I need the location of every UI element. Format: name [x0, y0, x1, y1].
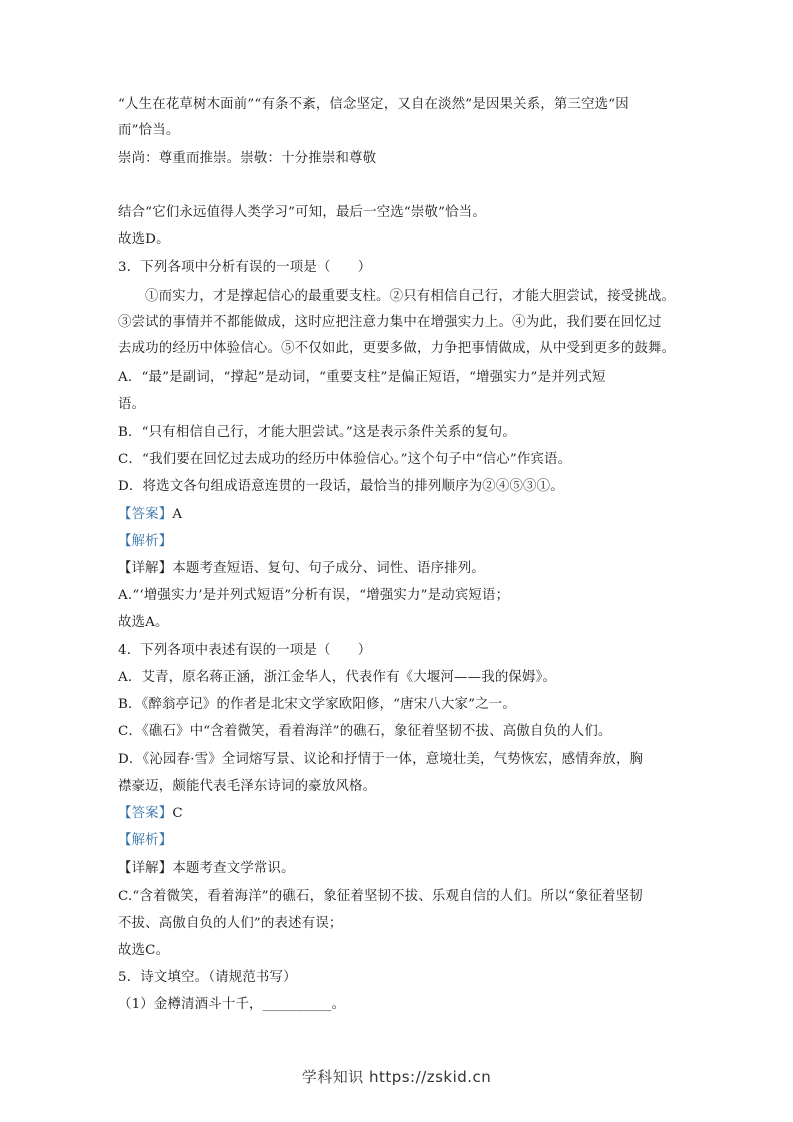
text-line: 故选C。 — [118, 943, 170, 958]
answer-line — [118, 502, 688, 528]
passage-line: 去成功的经历中体验信心。⑤不仅如此，更要多做，力争把事情做成，从中受到更多的鼓舞。 — [118, 341, 676, 356]
answer-value: C — [172, 806, 183, 821]
text-line: A.“‘增强实力’是并列式短语”分析有误，“增强实力”是动宾短语； — [118, 588, 510, 603]
option-c: C．《礁石》中“含着微笑，看着海洋”的礁石，象征着坚韧不拔、高傲自负的人们。 — [118, 724, 612, 739]
option-b: B．《醉翁亭记》的作者是北宋文学家欧阳修，“唐宋八大家”之一。 — [118, 697, 516, 712]
question-4: 4．下列各项中表述有误的一项是（ ） — [118, 643, 372, 658]
question-3: 3．下列各项中分析有误的一项是（ ） — [118, 260, 372, 275]
answer-tag: 【答案】 — [118, 806, 173, 821]
analysis-line — [118, 529, 688, 555]
text-line: 故选A。 — [118, 615, 169, 630]
analysis-line — [118, 828, 688, 854]
detail-line: 【详解】本题考查短语、复句、句子成分、词性、语序排列。 — [118, 561, 485, 576]
option-c: C．“我们要在回忆过去成功的经历中体验信心。”这个句子中“信心”作宾语。 — [118, 452, 572, 467]
answer-tag: 【答案】 — [118, 507, 173, 522]
passage-line: ①而实力，才是撑起信心的最重要支柱。②只有相信自己行，才能大胆尝试，接受挑战。 — [145, 289, 676, 304]
analysis-tag: 【解析】 — [118, 833, 173, 848]
detail-tag: 【详解】 — [118, 561, 173, 576]
question-5: 5．诗文填空。（请规范书写） — [118, 970, 297, 985]
detail-tag: 【详解】 — [118, 861, 173, 876]
text-line: 而”恰当。 — [118, 123, 180, 138]
fill-in-line: （1）金樽清酒斗十千，__________。 — [118, 997, 346, 1012]
option-a: A．艾青，原名蒋正涵，浙江金华人，代表作有《大堰河——我的保姆》。 — [118, 670, 557, 685]
option-d: D．《沁园春·雪》全词熔写景、议论和抒情于一体，意境壮美，气势恢宏，感情奔放，胸 — [118, 752, 644, 767]
text-line: 结合“它们永远值得人类学习”可知，最后一空选“崇敬”恰当。 — [118, 205, 486, 220]
text-line: “人生在花草树木面前”“有条不紊，信念坚定，又自在淡然”是因果关系，第三空选“因 — [118, 97, 629, 112]
passage-line: ③尝试的事情并不都能做成，这时应把注意力集中在增强实力上。④为此，我们要在回忆过 — [118, 315, 662, 330]
text-line: 崇尚：尊重而推崇。崇敬：十分推崇和尊敬 — [118, 151, 377, 166]
answer-value: A — [172, 507, 183, 522]
text-line: C.“含着微笑，看着海洋”的礁石，象征着坚韧不拔、乐观自信的人们。所以“象征着坚韧 — [118, 889, 643, 904]
option-a-cont: 语。 — [118, 397, 146, 412]
option-a: A．“最”是副词，“撑起”是动词，“重要支柱”是偏正短语，“增强实力”是并列式短 — [118, 370, 606, 385]
option-d-cont: 襟豪迈，颇能代表毛泽东诗词的豪放风格。 — [118, 779, 377, 794]
text-line: 故选D。 — [118, 232, 170, 247]
answer-line — [118, 801, 688, 827]
analysis-tag: 【解析】 — [118, 534, 173, 549]
option-b: B．“只有相信自己行，才能大胆尝试。”这是表示条件关系的复句。 — [118, 425, 516, 440]
option-d: D．将选文各句组成语意连贯的一段话，最恰当的排列顺序为②④⑤③①。 — [118, 479, 564, 494]
footer-watermark: 学科知识 https://zskid.cn — [301, 1068, 492, 1086]
detail-line: 【详解】本题考查文学常识。 — [118, 861, 295, 876]
text-line: 不拔、高傲自负的人们”的表述有误； — [118, 916, 343, 931]
